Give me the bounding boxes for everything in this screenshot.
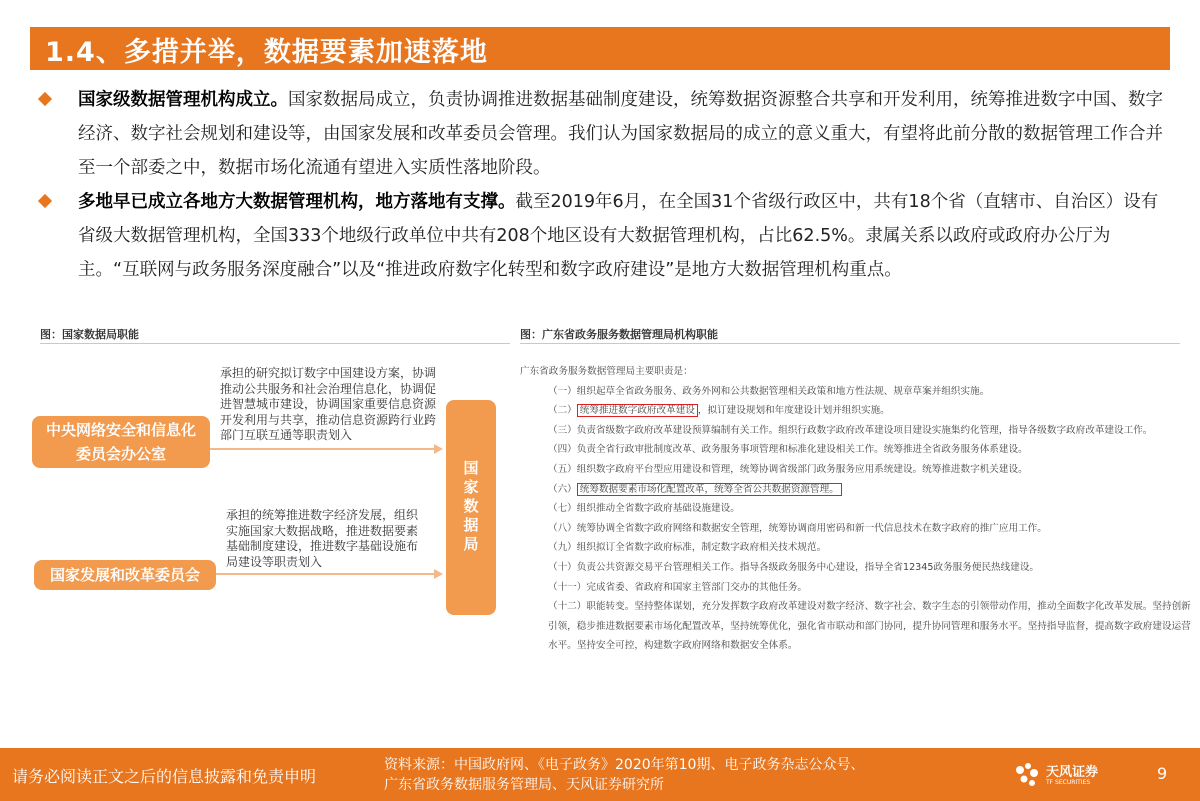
bullet-2-text: 截至2019年6月，在全国31个省级行政区中，共有18个省（直辖市、自治区）设有省级大数据管理机构，全国333个地级行政单位中共有208个地区设有大数据管理机构，占比62.5%。隶属关系以政府或政府办公厅为主。“互联网与政务服务深度融合”以及“推进政府数字化转型和数字政府建设”是地方大数据管理机构重点。 xyxy=(78,192,1159,280)
org1-box xyxy=(32,416,210,468)
figure-left-title: 图：国家数据局职能 xyxy=(40,328,139,341)
gd-item: （十二）职能转变。坚持整体谋划，充分发挥数字政府改革建设对数字经济、数字社会、数字生态的引领带动作用，推动全面数字化改革发展。坚持创新引领，稳步推进数据要素市场化配置改革，坚持统筹优化，强化省市联动和部门协同，提升协同管理和服务水平。坚持指导监督，提高数字政府建设运营水平。坚持安全可控，构建数字政府网络和数据安全体系。 xyxy=(548,601,1191,652)
national-data-bureau-box xyxy=(446,400,496,615)
logo-subtext: TF SECURITIES xyxy=(1046,779,1091,786)
gd-item: （一）组织起草全省政务服务、政务外网和公共数据管理相关政策和地方性法规、规章草案并组织实施。 xyxy=(548,385,990,397)
arrow-org2-head-icon xyxy=(434,569,443,579)
figure-right-divider xyxy=(520,343,1180,344)
bullet-1-text: 国家数据局成立，负责协调推进数据基础制度建设，统筹数据资源整合共享和开发利用，统筹推进数字中国、数字经济、数字社会规划和建设等，由国家发展和改革委员会管理。我们认为国家数据局的成立的意义重大，有望将此前分散的数据管理工作合并至一个部委之中，数据市场化流通有望进入实质性落地阶段。 xyxy=(78,90,1163,178)
org1-label: 中央网络安全和信息化委员会办公室 xyxy=(45,421,196,463)
bullet-diamond-icon xyxy=(38,92,52,106)
logo-text: 天风证券 xyxy=(1046,765,1099,780)
guangdong-duties-list xyxy=(520,362,1195,656)
gd-item: （四）负责全省行政审批制度改革、政务服务事项管理和标准化建设相关工作。统筹推进全省政务服务体系建设。 xyxy=(548,444,1028,456)
org1-description: 承担的研究拟订数字中国建设方案，协调推动公共服务和社会治理信息化，协调促进智慧城市建设，协调国家重要信息资源开发利用与共享，推动信息资源跨行业跨部门互联互通等职责划入 xyxy=(220,366,437,442)
gd-item: （十一）完成省委、省政府和国家主管部门交办的其他任务。 xyxy=(548,581,808,593)
highlight-box: 统筹推进数字政府改革建设 xyxy=(577,404,698,417)
bullet-diamond-icon xyxy=(38,194,52,208)
bullet-2-heading: 多地早已成立各地方大数据管理机构，地方落地有支撑。 xyxy=(78,192,516,212)
bullet-1 xyxy=(40,83,1165,185)
page-number: 9 xyxy=(1157,764,1168,783)
gd-intro: 广东省政务服务数据管理局主要职责是： xyxy=(520,366,693,377)
bureau-label: 国家数据局 xyxy=(461,460,480,555)
figure-left-divider xyxy=(40,343,510,344)
page-title: 1.4、多措并举，数据要素加速落地 xyxy=(45,37,488,68)
gd-item: （八）统筹协调全省数字政府网络和数据安全管理，统筹协调商用密码和新一代信息技术在数字政府的推广应用工作。 xyxy=(548,522,1047,534)
title-bar xyxy=(30,27,1170,70)
highlight-box: 统筹数据要素市场化配置改革，统筹全省公共数据资源管理。 xyxy=(577,483,842,496)
gd-item: （六） 统筹数据要素市场化配置改革，统筹全省公共数据资源管理。 xyxy=(520,480,1195,500)
gd-item: （九）组织拟订全省数字政府标准，制定数字政府相关技术规范。 xyxy=(548,542,827,554)
gd-item: （三）负责省级数字政府改革建设预算编制有关工作。组织行政数字政府改革建设项目建设实施集约化管理，指导各级数字政府改革建设工作。 xyxy=(548,424,1153,436)
source-text: 资料来源：中国政府网、《电子政务》2020年第10期、电子政务杂志公众号、 广东省政务数据服务管理局、天风证券研究所 xyxy=(384,757,865,793)
arrow-org1 xyxy=(210,448,436,450)
figure-right-title: 图：广东省政务服务数据管理局机构职能 xyxy=(520,328,718,341)
gd-item: （七）组织推动全省数字政府基础设施建设。 xyxy=(548,503,740,515)
bullet-2 xyxy=(40,185,1165,287)
org2-label: 国家发展和改革委员会 xyxy=(49,566,200,584)
org2-description: 承担的统筹推进数字经济发展，组织实施国家大数据战略，推进数据要素基础制度建设，推进数字基础设施布局建设等职责划入 xyxy=(226,508,419,569)
gd-item: （十）负责公共资源交易平台管理相关工作。指导各级政务服务中心建设，指导全省12345政务服务便民热线建设。 xyxy=(548,561,1040,573)
gd-item: （二） 统筹推进数字政府改革建设 ，拟订建设规划和年度建设计划并组织实施。 xyxy=(548,405,890,417)
org2-box xyxy=(34,560,216,590)
arrow-org1-head-icon xyxy=(434,444,443,454)
bullet-1-heading: 国家级数据管理机构成立。 xyxy=(78,90,288,110)
tf-logo-icon xyxy=(1012,760,1042,790)
disclaimer-text: 请务必阅读正文之后的信息披露和免责申明 xyxy=(12,767,317,786)
footer xyxy=(0,748,1200,801)
arrow-org2 xyxy=(216,573,436,575)
gd-item: （五）组织数字政府平台型应用建设和管理，统筹协调省级部门政务服务应用系统建设。统筹推进数字机关建设。 xyxy=(548,463,1028,475)
